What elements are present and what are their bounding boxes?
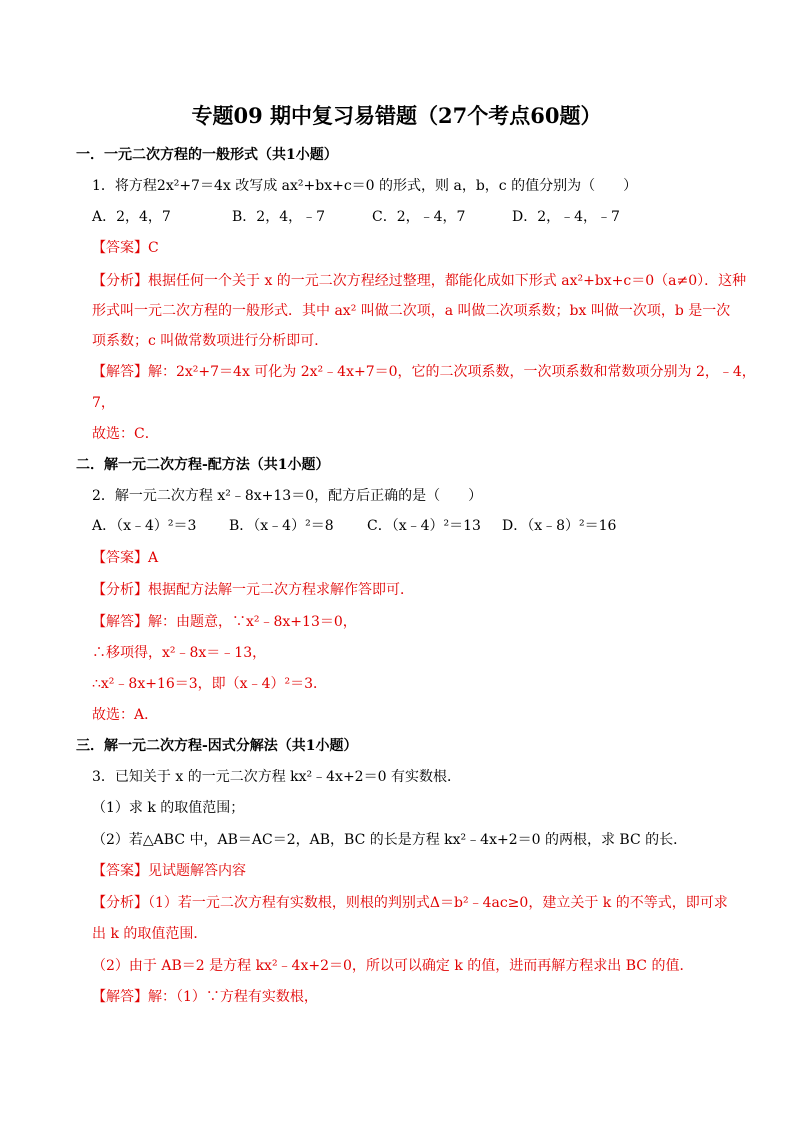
q2-option-a: A．（x﹣4）²＝3 xyxy=(92,518,197,534)
q3-answer: 【答案】见试题解答内容 xyxy=(92,863,246,879)
q1-choose: 故选：C． xyxy=(92,426,159,442)
q1-analysis-line-1: 【分析】根据任何一个关于 x 的一元二次方程经过整理，都能化成如下形式 ax²+bx+c＝0（a≠0）．这种 xyxy=(92,273,747,289)
q2-solution-line-2: ∴移项得，x²﹣8x＝﹣13， xyxy=(92,645,267,661)
q3-analysis-line-1: 【分析】（1）若一元二次方程有实数根，则根的判别式Δ＝b²﹣4ac≥0，建立关于 k 的不等式，即可求 xyxy=(92,895,728,911)
q2-solution-line-3: ∴x²﹣8x+16＝3，即（x﹣4）²＝3． xyxy=(92,676,327,692)
section-heading-2: 二．解一元二次方程-配方法（共1小题） xyxy=(76,457,330,473)
page-title: 专题09 期中复习易错题（27个考点60题） xyxy=(191,103,602,128)
q2-answer: 【答案】A xyxy=(92,550,159,566)
q2-analysis: 【分析】根据配方法解一元二次方程求解作答即可． xyxy=(92,582,414,598)
q2-stem: 2．解一元二次方程 x²﹣8x+13＝0，配方后正确的是（ ） xyxy=(92,488,483,504)
q1-option-a: A．2，4，7 xyxy=(92,209,171,225)
q2-solution-line-1: 【解答】解：由题意，∵x²﹣8x+13＝0， xyxy=(92,614,357,630)
q3-analysis-line-2: 出 k 的取值范围． xyxy=(92,926,208,942)
q1-analysis-line-3: 项系数；c 叫做常数项进行分析即可． xyxy=(92,333,329,349)
q1-solution-line-2: 7， xyxy=(92,395,115,411)
q1-options xyxy=(92,207,620,227)
q1-option-b: B．2，4，﹣7 xyxy=(232,209,326,225)
q2-option-c: C．（x﹣4）²＝13 xyxy=(367,518,481,534)
q3-analysis-line-3: （2）由于 AB＝2 是方程 kx²﹣4x+2＝0，所以可以确定 k 的值，进而再解方程求出 BC 的值． xyxy=(92,958,694,974)
q1-stem: 1．将方程2x²+7＝4x 改写成 ax²+bx+c＝0 的形式，则 a，b，c 的值分别为（ ） xyxy=(92,178,638,194)
q2-option-d: D．（x﹣8）²＝16 xyxy=(502,518,617,534)
q1-solution-line-1: 【解答】解：2x²+7＝4x 可化为 2x²﹣4x+7＝0，它的二次项系数，一次项系数和常数项分别为 2，﹣4， xyxy=(92,364,756,380)
q2-option-b: B．（x﹣4）²＝8 xyxy=(229,518,334,534)
q1-option-d: D．2，﹣4，﹣7 xyxy=(512,209,620,225)
q1-answer: 【答案】C xyxy=(92,240,159,256)
q3-solution-line-1: 【解答】解：（1）∵方程有实数根， xyxy=(92,989,318,1005)
section-heading-1: 一．一元二次方程的一般形式（共1小题） xyxy=(76,147,338,163)
q1-option-c: C．2，﹣4，7 xyxy=(372,209,466,225)
q2-options xyxy=(92,516,616,536)
q3-part-2: （2）若△ABC 中，AB＝AC＝2，AB，BC 的长是方程 kx²﹣4x+2＝0 的两根，求 BC 的长． xyxy=(92,832,688,848)
q3-stem: 3．已知关于 x 的一元二次方程 kx²﹣4x+2＝0 有实数根． xyxy=(92,769,461,785)
q2-choose: 故选：A． xyxy=(92,707,159,723)
section-heading-3: 三．解一元二次方程-因式分解法（共1小题） xyxy=(76,738,358,754)
q3-part-1: （1）求 k 的取值范围； xyxy=(92,800,245,816)
q1-analysis-line-2: 形式叫一元二次方程的一般形式．其中 ax² 叫做二次项，a 叫做二次项系数；bx 叫做一次项，b 是一次 xyxy=(92,303,731,319)
